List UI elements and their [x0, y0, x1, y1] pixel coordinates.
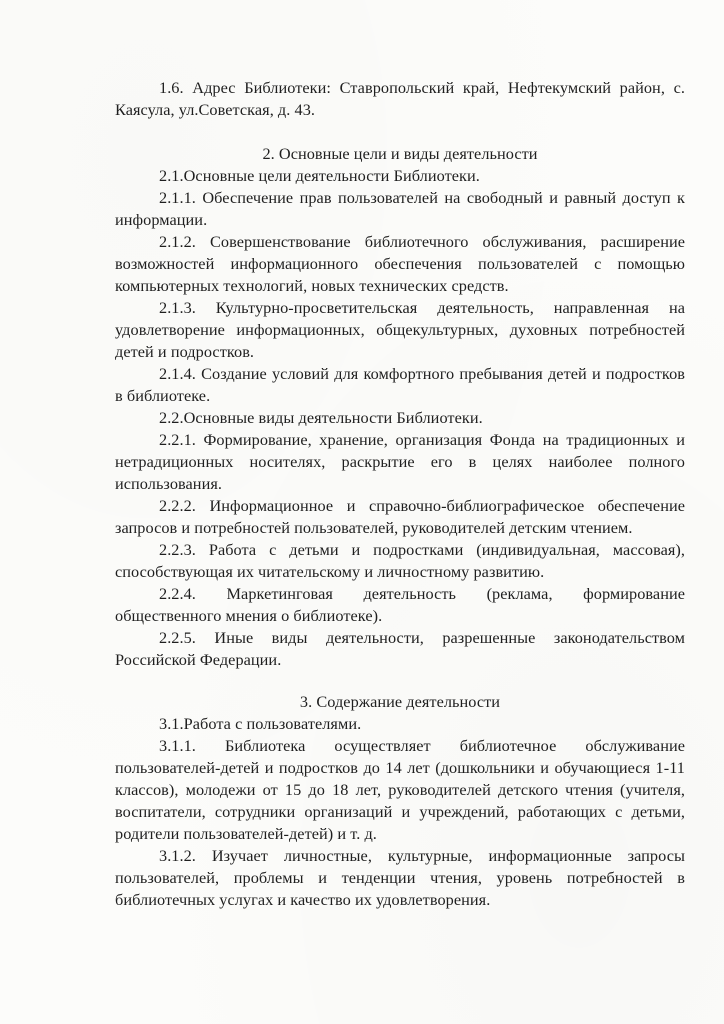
paragraph-2-1-2: 2.1.2. Совершенствование библиотечного обслуживания, расширение возможностей информационного обеспечения пользователей с помощью компьютерных технологий, новых технических средств. — [115, 232, 685, 295]
paragraph-3-1-2: 3.1.2. Изучает личностные, культурные, информационные запросы пользователей, проблемы и тенденции чтения, уровень потребностей в библиотечных услугах и качество их удовлетворения. — [115, 846, 685, 909]
paragraph-2-1-3: 2.1.3. Культурно-просветительская деятельность, направленная на удовлетворение информационных, общекультурных, духовных потребностей детей и подростков. — [115, 298, 685, 361]
paragraph-1-6: 1.6. Адрес Библиотеки: Ставропольский край, Нефтекумский район, с. Каясула, ул.Советская, д. 43. — [115, 78, 685, 119]
paragraph-2-2-3: 2.2.3. Работа с детьми и подростками (индивидуальная, массовая), способствующая их читательскому и личностному развитию. — [115, 540, 685, 581]
spacer — [115, 121, 685, 143]
paragraph-2-2-4: 2.2.4. Маркетинговая деятельность (реклама, формирование общественного мнения о библиотеке). — [115, 584, 685, 625]
paragraph-3-1-1: 3.1.1. Библиотека осуществляет библиотечное обслуживание пользователей-детей и подростков до 14 лет (дошкольники и обучающиеся 1-11 классов), молодежи от 15 до 18 лет, руководителей детского чтения (учителя, воспитатели, сотрудники организаций и учреждений, работающих с детьми, родители пользователей-детей) и т. д. — [115, 736, 685, 843]
document-body — [115, 77, 685, 911]
paragraph-2-2: 2.2.Основные виды деятельности Библиотеки. — [159, 408, 483, 427]
spacer — [115, 671, 685, 691]
paragraph-2-2-1: 2.2.1. Формирование, хранение, организация Фонда на традиционных и нетрадиционных носителях, раскрытие его в целях наиболее полного использования. — [115, 430, 685, 493]
section-heading-3: 3. Содержание деятельности — [299, 692, 501, 711]
paragraph-2-1-4: 2.1.4. Создание условий для комфортного пребывания детей и подростков в библиотеке. — [115, 364, 685, 405]
paragraph-2-2-2: 2.2.2. Информационное и справочно-библиографическое обеспечение запросов и потребностей пользователей, руководителей детским чтением. — [115, 496, 685, 537]
section-heading-2: 2. Основные цели и виды деятельности — [262, 144, 538, 163]
paragraph-3-1: 3.1.Работа с пользователями. — [159, 714, 362, 733]
paragraph-2-2-5: 2.2.5. Иные виды деятельности, разрешенные законодательством Российской Федерации. — [115, 628, 685, 669]
paragraph-2-1: 2.1.Основные цели деятельности Библиотеки. — [159, 166, 480, 185]
paragraph-2-1-1: 2.1.1. Обеспечение прав пользователей на свободный и равный доступ к информации. — [115, 188, 685, 229]
